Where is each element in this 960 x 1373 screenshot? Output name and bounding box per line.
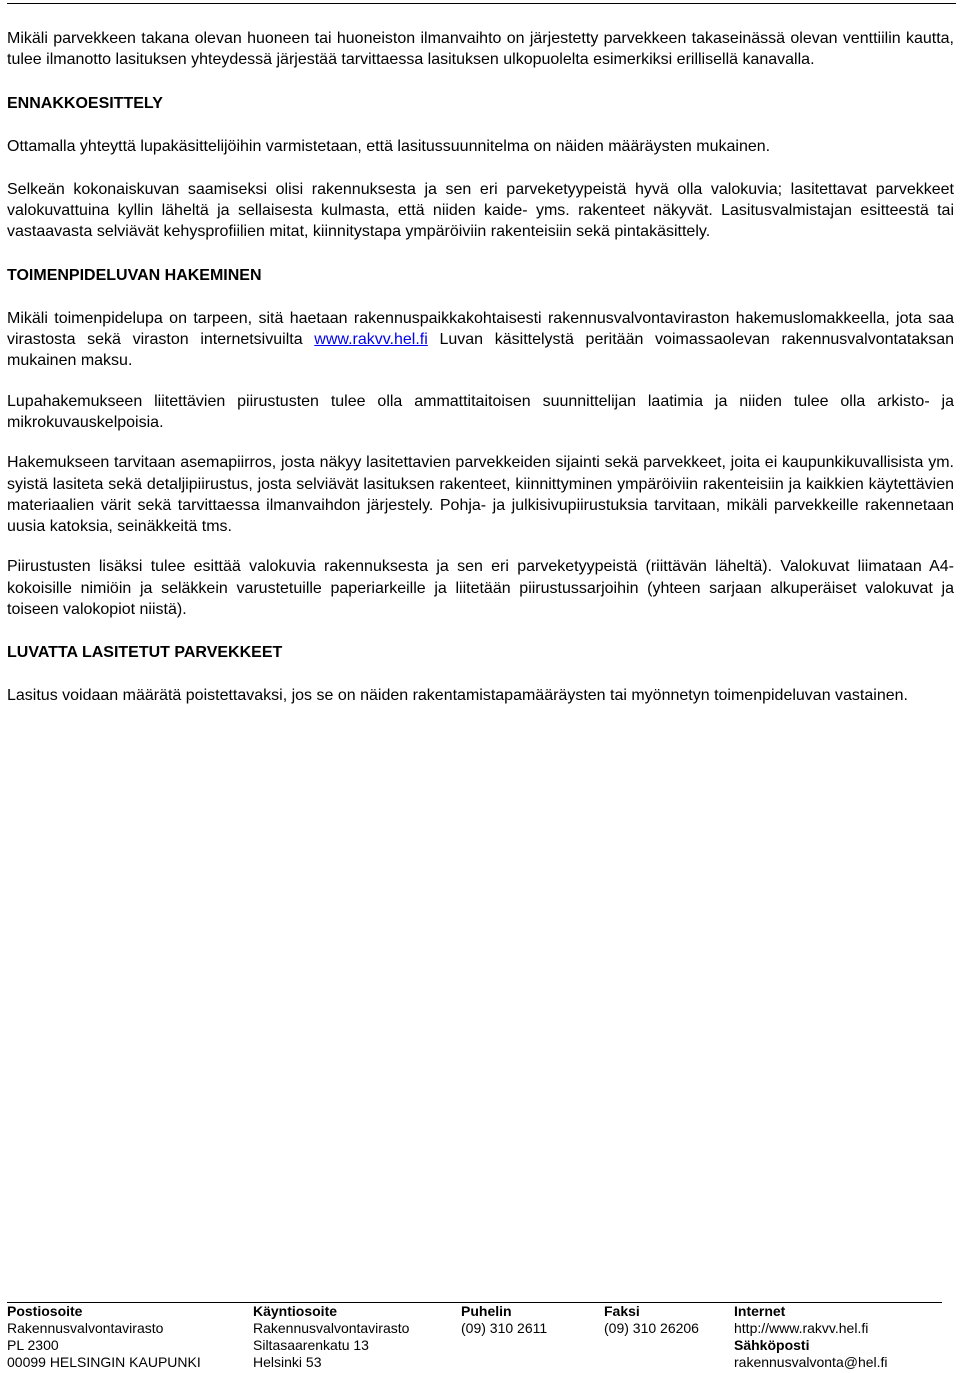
footer-phone-column — [461, 1303, 547, 1337]
paragraph-permit-text-a: Mikäli toimenpidelupa on tarpeen, sitä haetaan rakennuspaikkakohtaisesti rakennusvalvontaviraston hakemuslomakkeella, jota saa virastosta sekä viraston internetsivuilta — [7, 309, 954, 349]
footer-visiting-line: Rakennusvalvontavirasto — [253, 1320, 410, 1336]
paragraph-ennakko: Ottamalla yhteyttä lupakäsittelijöihin varmistetaan, että lasitussuunnitelma on näiden määräysten mukainen. — [7, 137, 771, 155]
paragraph-photographs: Piirustusten lisäksi tulee esittää valokuvia rakennuksesta ja sen eri parveketyypeistä (riittävän läheltä). Valokuvat liimataan A4-kokoisille nimiöin ja seläkkein varustetuille paperiarkeille ja liitetään piirustussarjoihin (yhteen sarjaan alkuperäiset valokuvat ja toiseen valokopiot niistä). — [7, 558, 954, 619]
top-rule — [7, 3, 956, 4]
document-body — [7, 28, 954, 707]
footer-postal-line: Rakennusvalvontavirasto — [7, 1320, 164, 1336]
footer-phone-header: Puhelin — [461, 1303, 512, 1319]
footer-visiting-line: Siltasaarenkatu 13 — [253, 1337, 369, 1353]
footer-internet-url[interactable]: http://www.rakvv.hel.fi — [734, 1320, 869, 1336]
footer-postal-line: 00099 HELSINGIN KAUPUNKI — [7, 1354, 201, 1370]
paragraph-photos: Selkeän kokonaiskuvan saamiseksi olisi rakennuksesta ja sen eri parveketyypeistä hyvä olla valokuvia; lasitettavat parvekkeet valokuvattuina kyllin läheltä ja sellaisesta kulmasta, että niiden kaide- yms. rakenteet näkyvät. Lasitusvalmistajan esitteestä tai vastaavasta selviävät kehysprofiilien mitat, kiinnitystapa ympäröiviin rakenteisiin sekä pintakäsittely. — [7, 180, 954, 241]
footer-internet-column — [734, 1303, 888, 1371]
heading-toimenpideluvan-hakeminen: TOIMENPIDELUVAN HAKEMINEN — [7, 266, 262, 284]
website-link[interactable]: www.rakvv.hel.fi — [314, 331, 428, 349]
footer-visiting-column — [253, 1303, 409, 1371]
footer-postal-header: Postiosoite — [7, 1303, 83, 1319]
footer-postal-column — [7, 1303, 201, 1371]
paragraph-drawings: Lupahakemukseen liitettävien piirustusten tulee olla ammattitaitoisen suunnittelijan laatimia ja niiden tulee olla arkisto- ja mikrokuvauskelpoisia. — [7, 392, 954, 431]
paragraph-ventilation: Mikäli parvekkeen takana olevan huoneen tai huoneiston ilmanvaihto on järjestetty parvekkeen takaseinässä olevan venttiilin kautta, tulee ilmanotto lasituksen yhteydessä järjestää tarvittaessa lasituksen ulkopuolelta esimerkiksi erillisellä kanavalla. — [7, 30, 954, 69]
footer-email-label: Sähköposti — [734, 1337, 810, 1353]
heading-ennakkoesittely: ENNAKKOESITTELY — [7, 94, 163, 112]
footer-fax-column — [604, 1303, 699, 1337]
footer-visiting-line: Helsinki 53 — [253, 1354, 322, 1370]
paragraph-permit-text-b: Luvan käsittelystä peritään voimassaolevan rakennusvalvontataksan mukainen maksu. — [7, 331, 955, 370]
footer-postal-line: PL 2300 — [7, 1337, 59, 1353]
footer-fax-number: (09) 310 26206 — [604, 1320, 699, 1336]
footer-internet-header: Internet — [734, 1303, 786, 1319]
paragraph-removal: Lasitus voidaan määrätä poistettavaksi, jos se on näiden rakentamistapamääräysten tai myönnetyn toimenpideluvan vastainen. — [7, 687, 908, 705]
paragraph-permit — [7, 308, 954, 372]
footer-visiting-header: Käyntiosoite — [253, 1303, 338, 1319]
paragraph-site-plan: Hakemukseen tarvitaan asemapiirros, josta näkyy lasitettavien parvekkeiden sijainti sekä parvekkeet, joita ei kaupunkikuvallisista ym. syistä lasiteta sekä detaljipiirustus, josta selviävät lasituksen rakenteet, kiinnittyminen ympäröiviin rakenteisiin ja kaikkien käytettävien materiaalien värit sekä tarvittaessa ilmanvaihdon järjestely. Pohja- ja julkisivupiirustuksia tarvitaan, mikäli parvekkeille rakennetaan uusia katoksia, seinäkkeitä tms. — [7, 454, 954, 536]
heading-luvatta-lasitetut: LUVATTA LASITETUT PARVEKKEET — [7, 644, 283, 662]
footer-fax-header: Faksi — [604, 1303, 640, 1319]
footer-email[interactable]: rakennusvalvonta@hel.fi — [734, 1354, 888, 1370]
footer-phone-number: (09) 310 2611 — [461, 1320, 548, 1336]
